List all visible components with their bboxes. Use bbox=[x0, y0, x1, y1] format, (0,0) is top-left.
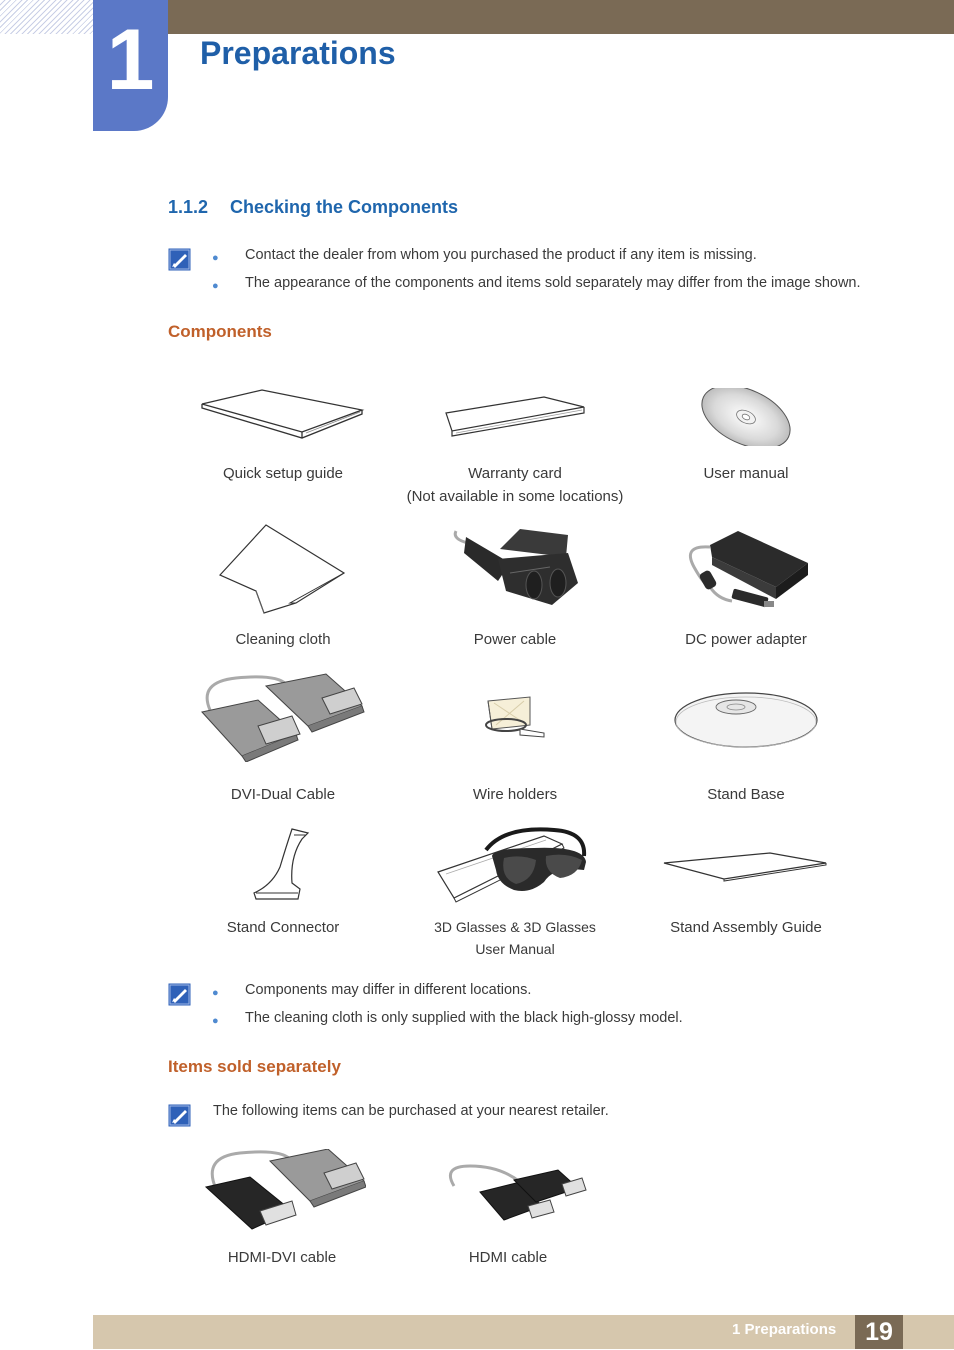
card-icon bbox=[444, 395, 586, 439]
cloth-icon bbox=[218, 523, 348, 617]
stand-connector-icon bbox=[252, 827, 312, 903]
component-label: User manual bbox=[703, 465, 789, 482]
component-label: 3D Glasses & 3D Glasses bbox=[434, 919, 596, 935]
note-text: The appearance of the components and items sold separately may differ from the image shown. bbox=[245, 275, 861, 291]
note-text: Components may differ in different locations. bbox=[245, 982, 532, 998]
section-title: Checking the Components bbox=[230, 197, 459, 217]
component-label-note: User Manual bbox=[475, 941, 555, 957]
chapter-number: 1 bbox=[93, 0, 168, 131]
component-label: Stand Connector bbox=[226, 919, 340, 936]
component-label-note: (Not available in some locations) bbox=[406, 488, 624, 505]
hdmi-cable-icon bbox=[440, 1162, 588, 1232]
page-number: 19 bbox=[855, 1315, 903, 1349]
note-text: The following items can be purchased at your nearest retailer. bbox=[213, 1103, 609, 1119]
footer-section-label: 1 Preparations bbox=[732, 1321, 837, 1338]
header-hatch-pattern bbox=[0, 0, 93, 34]
component-label: Quick setup guide bbox=[222, 465, 344, 482]
components-heading: Components bbox=[168, 322, 272, 341]
component-label: Power cable bbox=[473, 631, 557, 648]
wire-holder-icon bbox=[484, 695, 546, 739]
bullet-dot: ● bbox=[212, 1015, 219, 1027]
component-label: Wire holders bbox=[472, 786, 558, 803]
chapter-title: Preparations bbox=[200, 35, 396, 71]
separate-item-label: HDMI cable bbox=[468, 1249, 548, 1266]
separate-heading: Items sold separately bbox=[168, 1057, 341, 1076]
note-icon bbox=[168, 248, 191, 271]
component-label: DVI-Dual Cable bbox=[230, 786, 336, 803]
note-text: The cleaning cloth is only supplied with the black high-glossy model. bbox=[245, 1010, 683, 1026]
power-cable-icon bbox=[450, 523, 582, 609]
component-label: DC power adapter bbox=[685, 631, 807, 648]
sheet-icon bbox=[662, 851, 828, 883]
glasses-icon bbox=[434, 826, 590, 904]
component-label: Stand Base bbox=[707, 786, 785, 803]
component-label: Cleaning cloth bbox=[235, 631, 331, 648]
booklet-icon bbox=[200, 388, 366, 446]
note-text: Contact the dealer from whom you purchased the product if any item is missing. bbox=[245, 247, 757, 263]
separate-item-label: HDMI-DVI cable bbox=[227, 1249, 337, 1266]
bullet-dot: ● bbox=[212, 280, 219, 292]
note-icon bbox=[168, 1104, 191, 1127]
section-number: 1.1.2 bbox=[168, 197, 209, 217]
component-label: Stand Assembly Guide bbox=[670, 919, 822, 936]
bullet-dot: ● bbox=[212, 252, 219, 264]
dvi-cable-icon bbox=[196, 672, 366, 762]
header-bar bbox=[93, 0, 954, 34]
hdmi-dvi-cable-icon bbox=[200, 1149, 366, 1235]
bullet-dot: ● bbox=[212, 987, 219, 999]
cd-icon bbox=[696, 388, 796, 446]
note-icon bbox=[168, 983, 191, 1006]
component-label: Warranty card bbox=[468, 465, 562, 482]
adapter-icon bbox=[680, 527, 812, 613]
stand-base-icon bbox=[673, 690, 819, 750]
